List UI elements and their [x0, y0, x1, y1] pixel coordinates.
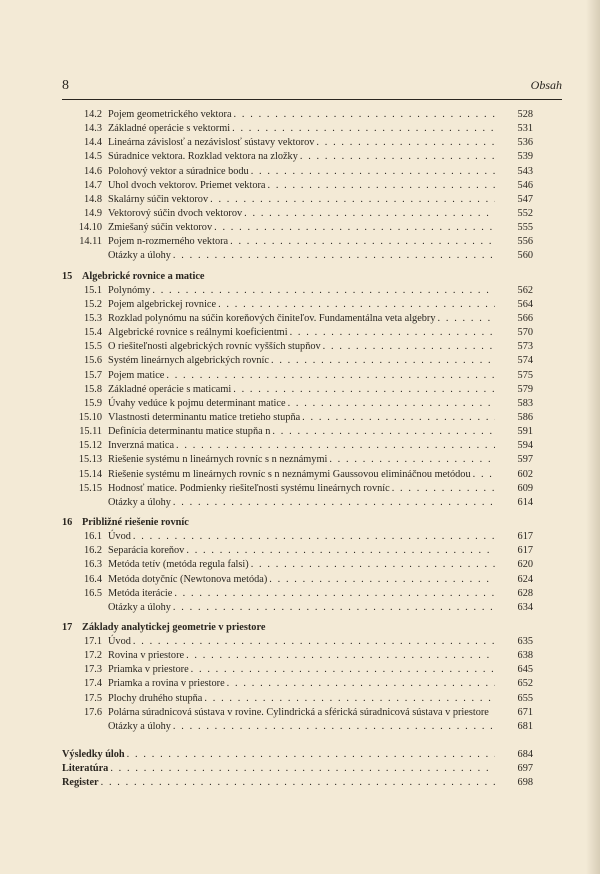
entry-title: Separácia koreňov [108, 545, 185, 557]
entry-title: Metóda tetív (metóda regula falsi) [108, 559, 249, 571]
entry-number: 15.12 [78, 440, 102, 452]
entry-title: Úvod [108, 636, 131, 648]
chapter-title: Základy analytickej geometrie v priestore [82, 621, 266, 633]
entry-page: 536 [517, 137, 533, 149]
entry-page: 624 [517, 573, 533, 585]
entry-number: 14.10 [78, 222, 102, 234]
dot-leader [173, 601, 495, 615]
toc-entry [62, 677, 533, 691]
toc-entry [62, 179, 533, 193]
dot-leader [186, 544, 495, 558]
entry-title: Základné operácie s maticami [108, 383, 232, 395]
toc-entry [62, 249, 533, 263]
page-header [62, 78, 562, 98]
entry-number: 15.2 [83, 298, 102, 310]
entry-number: 17.1 [83, 636, 102, 648]
entry-title: Súradnice vektora. Rozklad vektora na zložky [108, 151, 298, 163]
dot-leader [234, 108, 495, 122]
entry-page: 564 [517, 298, 533, 310]
entry-page: 655 [517, 692, 533, 704]
toc-entry [62, 221, 533, 235]
dot-leader [176, 439, 495, 453]
entry-page: 681 [517, 720, 533, 732]
chapter-number: 16 [62, 516, 73, 528]
dot-leader [166, 369, 495, 383]
toc-entry [62, 354, 533, 368]
entry-number: 14.6 [83, 165, 102, 177]
entry-number: 17.2 [83, 650, 102, 662]
chapter-16-entries [62, 530, 533, 615]
entry-page: 552 [517, 207, 533, 219]
entry-title: Skalárny súčin vektorov [108, 193, 209, 205]
entry-page: 543 [517, 165, 533, 177]
entry-title: Systém lineárnych algebrických rovníc [108, 355, 269, 367]
dot-leader [133, 530, 495, 544]
entry-page: 697 [517, 763, 533, 775]
toc-entry [62, 706, 533, 720]
entry-page: 620 [517, 559, 533, 571]
entry-number: 15.7 [83, 369, 102, 381]
entry-number: 15.5 [83, 341, 102, 353]
toc-entry [62, 482, 533, 496]
toc-entry [62, 312, 533, 326]
entry-page: 594 [517, 440, 533, 452]
entry-title: Základné operácie s vektormi [108, 123, 231, 135]
entry-number: 16.2 [83, 545, 102, 557]
dot-leader [173, 249, 495, 263]
entry-title: Metóda iterácie [108, 587, 173, 599]
dot-leader [127, 748, 495, 762]
dot-leader [218, 298, 495, 312]
toc-entry [62, 439, 533, 453]
entry-title: Výsledky úloh [62, 749, 125, 761]
entry-page: 586 [517, 411, 533, 423]
entry-number: 17.6 [83, 706, 102, 718]
entry-number: 15.15 [78, 482, 102, 494]
entry-page: 531 [517, 123, 533, 135]
entry-page: 652 [517, 678, 533, 690]
entry-title: Otázky a úlohy [108, 720, 171, 732]
dot-leader [232, 122, 495, 136]
entry-number: 16.1 [83, 531, 102, 543]
toc-entry [62, 649, 533, 663]
toc-entry [62, 165, 533, 179]
dot-leader [302, 411, 495, 425]
entry-title: Priamka a rovina v priestore [108, 678, 225, 690]
entry-page: 638 [517, 650, 533, 662]
chapter-heading [62, 270, 533, 284]
toc-entry [62, 326, 533, 340]
entry-page: 539 [517, 151, 533, 163]
chapter-15-entries [62, 284, 533, 510]
toc-entry [62, 635, 533, 649]
entry-page: 528 [517, 109, 533, 120]
entry-number: 15.8 [83, 383, 102, 395]
dot-leader [316, 136, 495, 150]
entry-title: Hodnosť matice. Podmienky riešiteľnosti systému lineárnych rovníc [108, 482, 390, 494]
entry-page: 570 [517, 327, 533, 339]
toc-entry [62, 720, 533, 734]
entry-title: Úvod [108, 531, 131, 543]
chapter-heading [62, 516, 533, 530]
toc-entry [62, 425, 533, 439]
entry-title: Otázky a úlohy [108, 250, 171, 262]
dot-leader [152, 284, 495, 298]
entry-page: 556 [517, 236, 533, 248]
entry-page: 698 [517, 777, 533, 789]
toc-entry [62, 122, 533, 136]
entry-number: 14.8 [83, 193, 102, 205]
entry-number: 14.7 [83, 179, 102, 191]
entry-title: Pojem matice [108, 369, 165, 381]
entry-page: 597 [517, 454, 533, 466]
chapter-title: Približné riešenie rovníc [82, 516, 189, 528]
entry-title: Metóda dotyčníc (Newtonova metóda) [108, 573, 268, 585]
entry-page: 546 [517, 179, 533, 191]
toc-entry [62, 573, 533, 587]
entry-number: 15.6 [83, 355, 102, 367]
entry-title: Polárna súradnicová sústava v rovine. Cylindrická a sférická súradnicová sústava v priestore [108, 706, 489, 718]
dot-leader [173, 720, 495, 734]
entry-page: 573 [517, 341, 533, 353]
entry-number: 17.5 [83, 692, 102, 704]
entry-page: 671 [517, 706, 533, 718]
entry-title: Priamka v priestore [108, 664, 189, 676]
entry-number: 14.3 [83, 123, 102, 135]
entry-page: 555 [517, 222, 533, 234]
toc-entry [62, 663, 533, 677]
entry-title: Riešenie systému n lineárnych rovníc s n neznámymi [108, 454, 328, 466]
entry-page: 617 [517, 531, 533, 543]
toc-entry [62, 369, 533, 383]
entry-title: Inverzná matica [108, 440, 175, 452]
toc-entry [62, 284, 533, 298]
toc-entry [62, 692, 533, 706]
entry-number: 14.4 [83, 137, 102, 149]
entry-page: 575 [517, 369, 533, 381]
dot-leader [214, 221, 495, 235]
toc-entry [62, 530, 533, 544]
dot-leader [186, 649, 495, 663]
entry-page: 583 [517, 397, 533, 409]
entry-title: Pojem geometrického vektora [108, 109, 232, 120]
entry-number: 16.3 [83, 559, 102, 571]
entry-title: Register [62, 777, 99, 789]
chapter-title: Algebrické rovnice a matice [82, 270, 205, 282]
entry-number: 15.14 [78, 468, 102, 480]
chapter-heading [62, 621, 533, 635]
toc-entry [62, 193, 533, 207]
dot-leader [300, 150, 495, 164]
toc-entry [62, 453, 533, 467]
dot-leader [288, 397, 495, 411]
dot-leader [251, 558, 495, 572]
entry-title: Polohový vektor a súradnice bodu [108, 165, 249, 177]
dot-leader [133, 635, 495, 649]
toc-entry [62, 340, 533, 354]
dot-leader [392, 482, 495, 496]
page-edge-shadow [586, 0, 600, 874]
dot-leader [269, 573, 495, 587]
toc-entry [62, 136, 533, 150]
entry-title: Pojem n-rozmerného vektora [108, 236, 229, 248]
entry-title: Otázky a úlohy [108, 601, 171, 613]
entry-title: Definícia determinantu matice stupňa n [108, 426, 271, 438]
entry-title: Vektorový súčin dvoch vektorov [108, 207, 243, 219]
dot-leader [230, 235, 495, 249]
dot-leader [473, 468, 495, 482]
entry-number: 15.10 [78, 411, 102, 423]
entry-page: 684 [517, 749, 533, 761]
dot-leader [210, 193, 495, 207]
toc-entry [62, 235, 533, 249]
toc-entry [62, 207, 533, 221]
page-number: 8 [62, 78, 69, 93]
dot-leader [233, 383, 495, 397]
dot-leader [267, 179, 495, 193]
entry-number: 14.11 [79, 236, 102, 248]
toc-entry [62, 411, 533, 425]
entry-number: 15.11 [79, 426, 102, 438]
entry-title: Otázky a úlohy [108, 496, 171, 508]
entry-page: 635 [517, 636, 533, 648]
entry-page: 609 [517, 482, 533, 494]
entry-title: O riešiteľnosti algebrických rovníc vyšších stupňov [108, 341, 321, 353]
toc-entry [62, 383, 533, 397]
entry-title: Vlastnosti determinantu matice tretieho stupňa [108, 411, 301, 423]
toc-entry [62, 397, 533, 411]
entry-page: 628 [517, 587, 533, 599]
chapter-number: 17 [62, 621, 73, 633]
dot-leader [101, 776, 495, 790]
entry-number: 16.4 [83, 573, 102, 585]
dot-leader [204, 692, 495, 706]
toc-entry [62, 587, 533, 601]
entry-number: 14.2 [83, 109, 102, 120]
toc-entry [62, 108, 533, 122]
toc-entry [62, 762, 533, 776]
entry-title: Algebrické rovnice s reálnymi koeficientmi [108, 327, 288, 339]
entry-title: Polynómy [108, 284, 151, 296]
toc-entry [62, 298, 533, 312]
chapter-14-entries [62, 108, 533, 264]
dot-leader [323, 340, 495, 354]
entry-title: Úvahy vedúce k pojmu determinant matice [108, 397, 286, 409]
entry-page: 579 [517, 383, 533, 395]
entry-number: 14.5 [83, 151, 102, 163]
entry-title: Literatúra [62, 763, 109, 775]
entry-page: 634 [517, 601, 533, 613]
entry-page: 614 [517, 496, 533, 508]
entry-title: Uhol dvoch vektorov. Priemet vektora [108, 179, 266, 191]
toc-entry [62, 468, 533, 482]
dot-leader [227, 677, 495, 691]
dot-leader [438, 312, 496, 326]
toc-entry [62, 544, 533, 558]
dot-leader [290, 326, 495, 340]
dot-leader [329, 453, 495, 467]
entry-page: 591 [517, 426, 533, 438]
toc-entry [62, 558, 533, 572]
running-head: Obsah [530, 78, 562, 92]
entry-number: 15.3 [83, 312, 102, 324]
dot-leader [244, 207, 495, 221]
dot-leader [173, 496, 495, 510]
header-rule [62, 99, 562, 100]
entry-number: 15.9 [83, 397, 102, 409]
toc-entry [62, 601, 533, 615]
entry-page: 602 [517, 468, 533, 480]
entry-title: Lineárna závislosť a nezávislosť sústavy vektorov [108, 137, 315, 149]
toc-entry [62, 496, 533, 510]
entry-title: Riešenie systému m lineárnych rovníc s n neznámymi Gaussovou elimináčnou metódou [108, 468, 471, 480]
entry-number: 15.4 [83, 327, 102, 339]
dot-leader [272, 425, 495, 439]
dot-leader [271, 354, 495, 368]
entry-page: 560 [517, 250, 533, 262]
toc-entry [62, 150, 533, 164]
entry-number: 15.1 [83, 284, 102, 296]
entry-number: 17.3 [83, 664, 102, 676]
toc-entry [62, 748, 533, 762]
entry-number: 17.4 [83, 678, 102, 690]
entry-page: 562 [517, 284, 533, 296]
entry-title: Plochy druhého stupňa [108, 692, 203, 704]
back-matter-entries [62, 748, 533, 790]
entry-page: 617 [517, 545, 533, 557]
toc-entry [62, 776, 533, 790]
entry-title: Rovina v priestore [108, 650, 185, 662]
entry-page: 566 [517, 312, 533, 324]
chapter-number: 15 [62, 270, 73, 282]
entry-page: 547 [517, 193, 533, 205]
entry-title: Rozklad polynómu na súčin koreňových činiteľov. Fundamentálna veta algebry [108, 312, 436, 324]
entry-title: Pojem algebrickej rovnice [108, 298, 217, 310]
dot-leader [110, 762, 495, 776]
entry-page: 645 [517, 664, 533, 676]
entry-number: 15.13 [78, 454, 102, 466]
entry-number: 16.5 [83, 587, 102, 599]
entry-page: 574 [517, 355, 533, 367]
entry-number: 14.9 [83, 207, 102, 219]
table-of-contents [62, 108, 533, 790]
dot-leader [251, 165, 495, 179]
dot-leader [174, 587, 495, 601]
entry-title: Zmiešaný súčin vektorov [108, 222, 213, 234]
dot-leader [191, 663, 495, 677]
chapter-17-entries [62, 635, 533, 706]
